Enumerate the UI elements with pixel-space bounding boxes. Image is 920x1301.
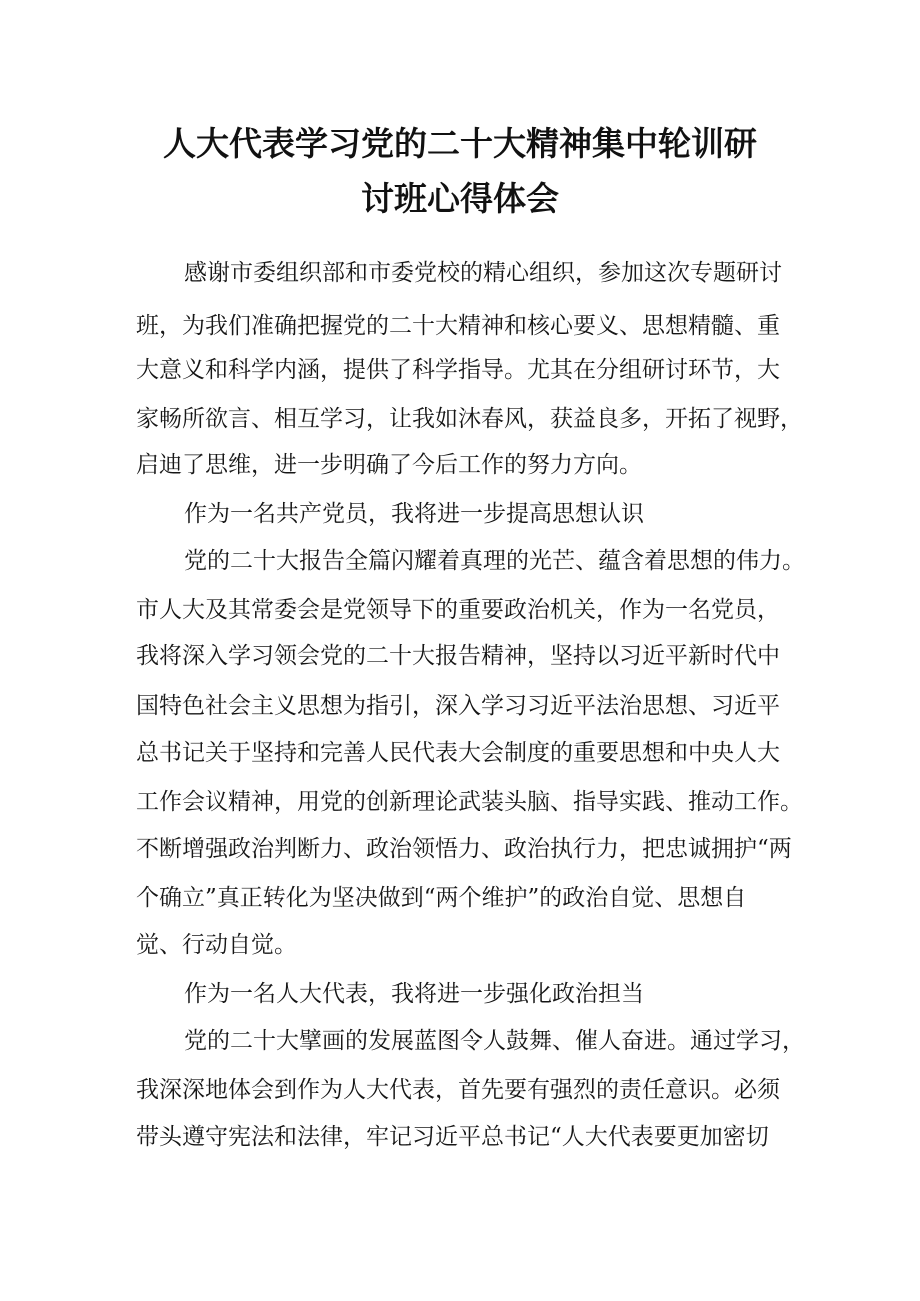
body-line-10: 国特色社会主义思想为指引，深入学习习近平法治思想、习近平 (136, 693, 780, 719)
body-line-8: 市人大及其常委会是党领导下的重要政治机关，作为一名党员， (136, 597, 780, 623)
body-line-5: 启迪了思维，进一步明确了今后工作的努力方向。 (136, 452, 642, 478)
body-line-1: 感谢市委组织部和市委党校的精心组织，参加这次专题研讨 (184, 260, 782, 286)
body-line-12: 工作会议精神，用党的创新理论武装头脑、指导实践、推动工作。 (136, 789, 803, 815)
body-line-15: 觉、行动自觉。 (136, 932, 297, 958)
body-line-17: 党的二十大擘画的发展蓝图令人鼓舞、催人奋进。通过学习， (184, 1028, 805, 1054)
section-heading-1: 作为一名共产党员，我将进一步提高思想认识 (184, 501, 644, 527)
section-heading-2: 作为一名人大代表，我将进一步强化政治担当 (184, 981, 644, 1007)
body-line-3: 大意义和科学内涵，提供了科学指导。尤其在分组研讨环节，大 (136, 357, 780, 383)
body-line-11: 总书记关于坚持和完善人民代表大会制度的重要思想和中央人大 (136, 740, 780, 766)
body-line-13: 不断增强政治判断力、政治领悟力、政治执行力，把忠诚拥护“两 (136, 836, 792, 862)
body-line-4: 家畅所欲言、相互学习，让我如沐春风，获益良多，开拓了视野， (136, 406, 803, 432)
document-title-line-1: 人大代表学习党的二十大精神集中轮训研 (163, 124, 757, 163)
body-line-2: 班，为我们准确把握党的二十大精神和核心要义、思想精髓、重 (136, 313, 780, 339)
body-line-9: 我将深入学习领会党的二十大报告精神，坚持以习近平新时代中 (136, 643, 780, 669)
body-line-19: 带头遵守宪法和法律，牢记习近平总书记“人大代表要更加密切 (136, 1124, 769, 1150)
body-line-14: 个确立”真正转化为坚决做到“两个维护”的政治自觉、思想自 (136, 885, 747, 911)
body-line-18: 我深深地体会到作为人大代表，首先要有强烈的责任意识。必须 (136, 1077, 780, 1103)
body-line-7: 党的二十大报告全篇闪耀着真理的光芒、蕴含着思想的伟力。 (184, 548, 805, 574)
document-title-line-2: 讨班心得体会 (361, 179, 559, 218)
